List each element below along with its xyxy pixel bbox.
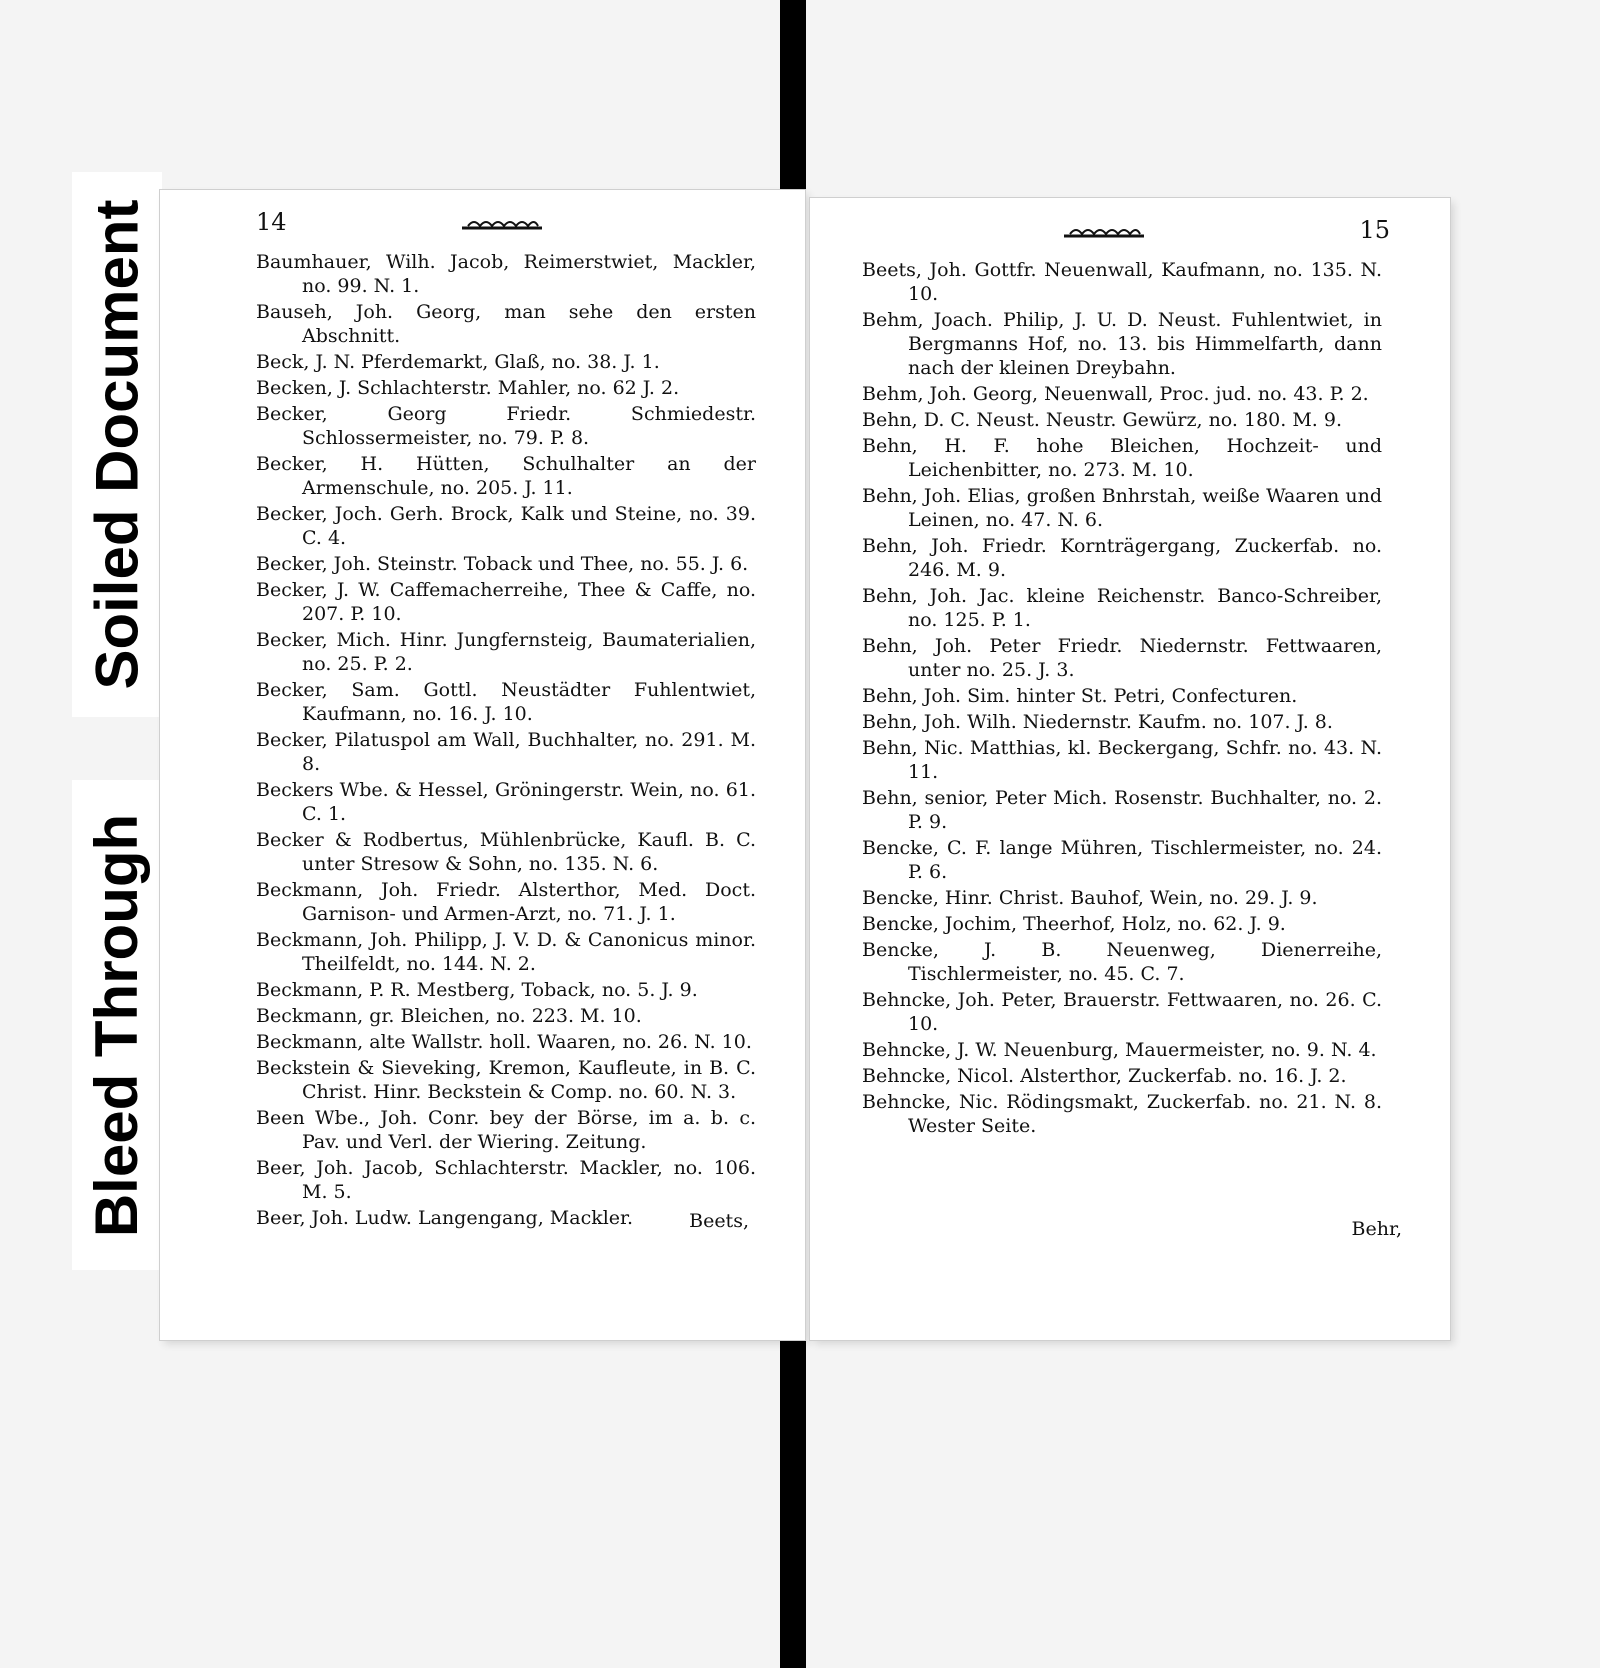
page-number: 14	[256, 208, 287, 236]
ornament-icon	[1062, 224, 1146, 240]
directory-entry: Behncke, Nicol. Alsterthor, Zuckerfab. no. 16. J. 2.	[862, 1065, 1347, 1087]
directory-entry: Becken, J. Schlachterstr. Mahler, no. 62 J. 2.	[256, 377, 680, 399]
catchword: Behr,	[1351, 1218, 1402, 1240]
page-number: 15	[1359, 216, 1390, 244]
directory-entry: Bencke, Hinr. Christ. Bauhof, Wein, no. 29. J. 9.	[862, 887, 1318, 909]
directory-entry: Beckstein & Sieveking, Kremon, Kaufleute, in B. C. Christ. Hinr. Beckstein & Comp. no. 60. N. 3.	[256, 1057, 756, 1103]
directory-entry: Behncke, J. W. Neuenburg, Mauermeister, no. 9. N. 4.	[862, 1039, 1377, 1061]
gutter-bar-bottom	[780, 1340, 806, 1668]
directory-entry: Behn, Joh. Jac. kleine Reichenstr. Banco-Schreiber, no. 125. P. 1.	[862, 585, 1382, 631]
directory-entry: Beckmann, alte Wallstr. holl. Waaren, no. 26. N. 10.	[256, 1031, 752, 1053]
directory-entry: Behn, H. F. hohe Bleichen, Hochzeit- und Leichenbitter, no. 273. M. 10.	[862, 435, 1382, 481]
soiled-document-text: Soiled Document	[83, 199, 151, 690]
left-page	[160, 190, 805, 1340]
gutter-bar-top	[780, 0, 806, 198]
directory-entry: Bencke, Jochim, Theerhof, Holz, no. 62. J. 9.	[862, 913, 1286, 935]
directory-entry: Beckmann, P. R. Mestberg, Toback, no. 5. J. 9.	[256, 979, 698, 1001]
ornament-icon	[460, 216, 544, 232]
directory-entry: Behm, Joh. Georg, Neuenwall, Proc. jud. no. 43. P. 2.	[862, 383, 1369, 405]
directory-entry: Beer, Joh. Jacob, Schlachterstr. Mackler, no. 106. M. 5.	[256, 1157, 756, 1203]
directory-entry: Behncke, Nic. Rödingsmakt, Zuckerfab. no. 21. N. 8. Wester Seite.	[862, 1091, 1382, 1137]
entry-list	[862, 258, 1382, 1140]
directory-entry: Becker, J. W. Caffemacherreihe, Thee & Caffe, no. 207. P. 10.	[256, 579, 756, 625]
directory-entry: Beckmann, Joh. Philipp, J. V. D. & Canonicus minor. Theilfeldt, no. 144. N. 2.	[256, 929, 756, 975]
directory-entry: Behn, Joh. Friedr. Kornträgergang, Zuckerfab. no. 246. M. 9.	[862, 535, 1382, 581]
directory-entry: Bauseh, Joh. Georg, man sehe den ersten Abschnitt.	[256, 301, 756, 347]
directory-entry: Been Wbe., Joh. Conr. bey der Börse, im a. b. c. Pav. und Verl. der Wiering. Zeitung.	[256, 1107, 756, 1153]
directory-entry: Becker, Joh. Steinstr. Toback und Thee, no. 55. J. 6.	[256, 553, 749, 575]
directory-entry: Beets, Joh. Gottfr. Neuenwall, Kaufmann, no. 135. N. 10.	[862, 259, 1382, 305]
directory-entry: Becker & Rodbertus, Mühlenbrücke, Kaufl. B. C. unter Stresow & Sohn, no. 135. N. 6.	[256, 829, 756, 875]
directory-entry: Behn, senior, Peter Mich. Rosenstr. Buchhalter, no. 2. P. 9.	[862, 787, 1382, 833]
directory-entry: Behn, Joh. Sim. hinter St. Petri, Confecturen.	[862, 685, 1298, 707]
soiled-document-label	[72, 172, 162, 717]
right-page	[810, 198, 1450, 1340]
directory-entry: Bencke, J. B. Neuenweg, Dienerreihe, Tischlermeister, no. 45. C. 7.	[862, 939, 1382, 985]
directory-entry: Beckmann, Joh. Friedr. Alsterthor, Med. Doct. Garnison- und Armen-Arzt, no. 71. J. 1.	[256, 879, 756, 925]
directory-entry: Behn, Joh. Wilh. Niedernstr. Kaufm. no. 107. J. 8.	[862, 711, 1333, 733]
directory-entry: Becker, Pilatuspol am Wall, Buchhalter, no. 291. M. 8.	[256, 729, 756, 775]
directory-entry: Beckers Wbe. & Hessel, Gröningerstr. Wein, no. 61. C. 1.	[256, 779, 756, 825]
entry-list	[256, 250, 756, 1232]
directory-entry: Becker, H. Hütten, Schulhalter an der Armenschule, no. 205. J. 11.	[256, 453, 756, 499]
directory-entry: Becker, Joch. Gerh. Brock, Kalk und Steine, no. 39. C. 4.	[256, 503, 756, 549]
catchword: Beets,	[689, 1210, 749, 1232]
directory-entry: Bencke, C. F. lange Mühren, Tischlermeister, no. 24. P. 6.	[862, 837, 1382, 883]
directory-entry: Becker, Mich. Hinr. Jungfernsteig, Baumaterialien, no. 25. P. 2.	[256, 629, 756, 675]
directory-entry: Beck, J. N. Pferdemarkt, Glaß, no. 38. J. 1.	[256, 351, 660, 373]
bleed-through-label	[72, 780, 162, 1270]
directory-entry: Beer, Joh. Ludw. Langengang, Mackler.	[256, 1207, 634, 1229]
directory-entry: Becker, Sam. Gottl. Neustädter Fuhlentwiet, Kaufmann, no. 16. J. 10.	[256, 679, 756, 725]
directory-entry: Behn, D. C. Neust. Neustr. Gewürz, no. 180. M. 9.	[862, 409, 1342, 431]
bleed-through-text: Bleed Through	[83, 813, 151, 1237]
directory-entry: Baumhauer, Wilh. Jacob, Reimerstwiet, Mackler, no. 99. N. 1.	[256, 251, 756, 297]
directory-entry: Behn, Nic. Matthias, kl. Beckergang, Schfr. no. 43. N. 11.	[862, 737, 1382, 783]
directory-entry: Beckmann, gr. Bleichen, no. 223. M. 10.	[256, 1005, 642, 1027]
directory-entry: Behncke, Joh. Peter, Brauerstr. Fettwaaren, no. 26. C. 10.	[862, 989, 1382, 1035]
directory-entry: Behn, Joh. Elias, großen Bnhrstah, weiße Waaren und Leinen, no. 47. N. 6.	[862, 485, 1382, 531]
directory-entry: Becker, Georg Friedr. Schmiedestr. Schlossermeister, no. 79. P. 8.	[256, 403, 756, 449]
directory-entry: Behm, Joach. Philip, J. U. D. Neust. Fuhlentwiet, in Bergmanns Hof, no. 13. bis Himmelfarth, dann nach der kleinen Dreybahn.	[862, 309, 1382, 379]
directory-entry: Behn, Joh. Peter Friedr. Niedernstr. Fettwaaren, unter no. 25. J. 3.	[862, 635, 1382, 681]
